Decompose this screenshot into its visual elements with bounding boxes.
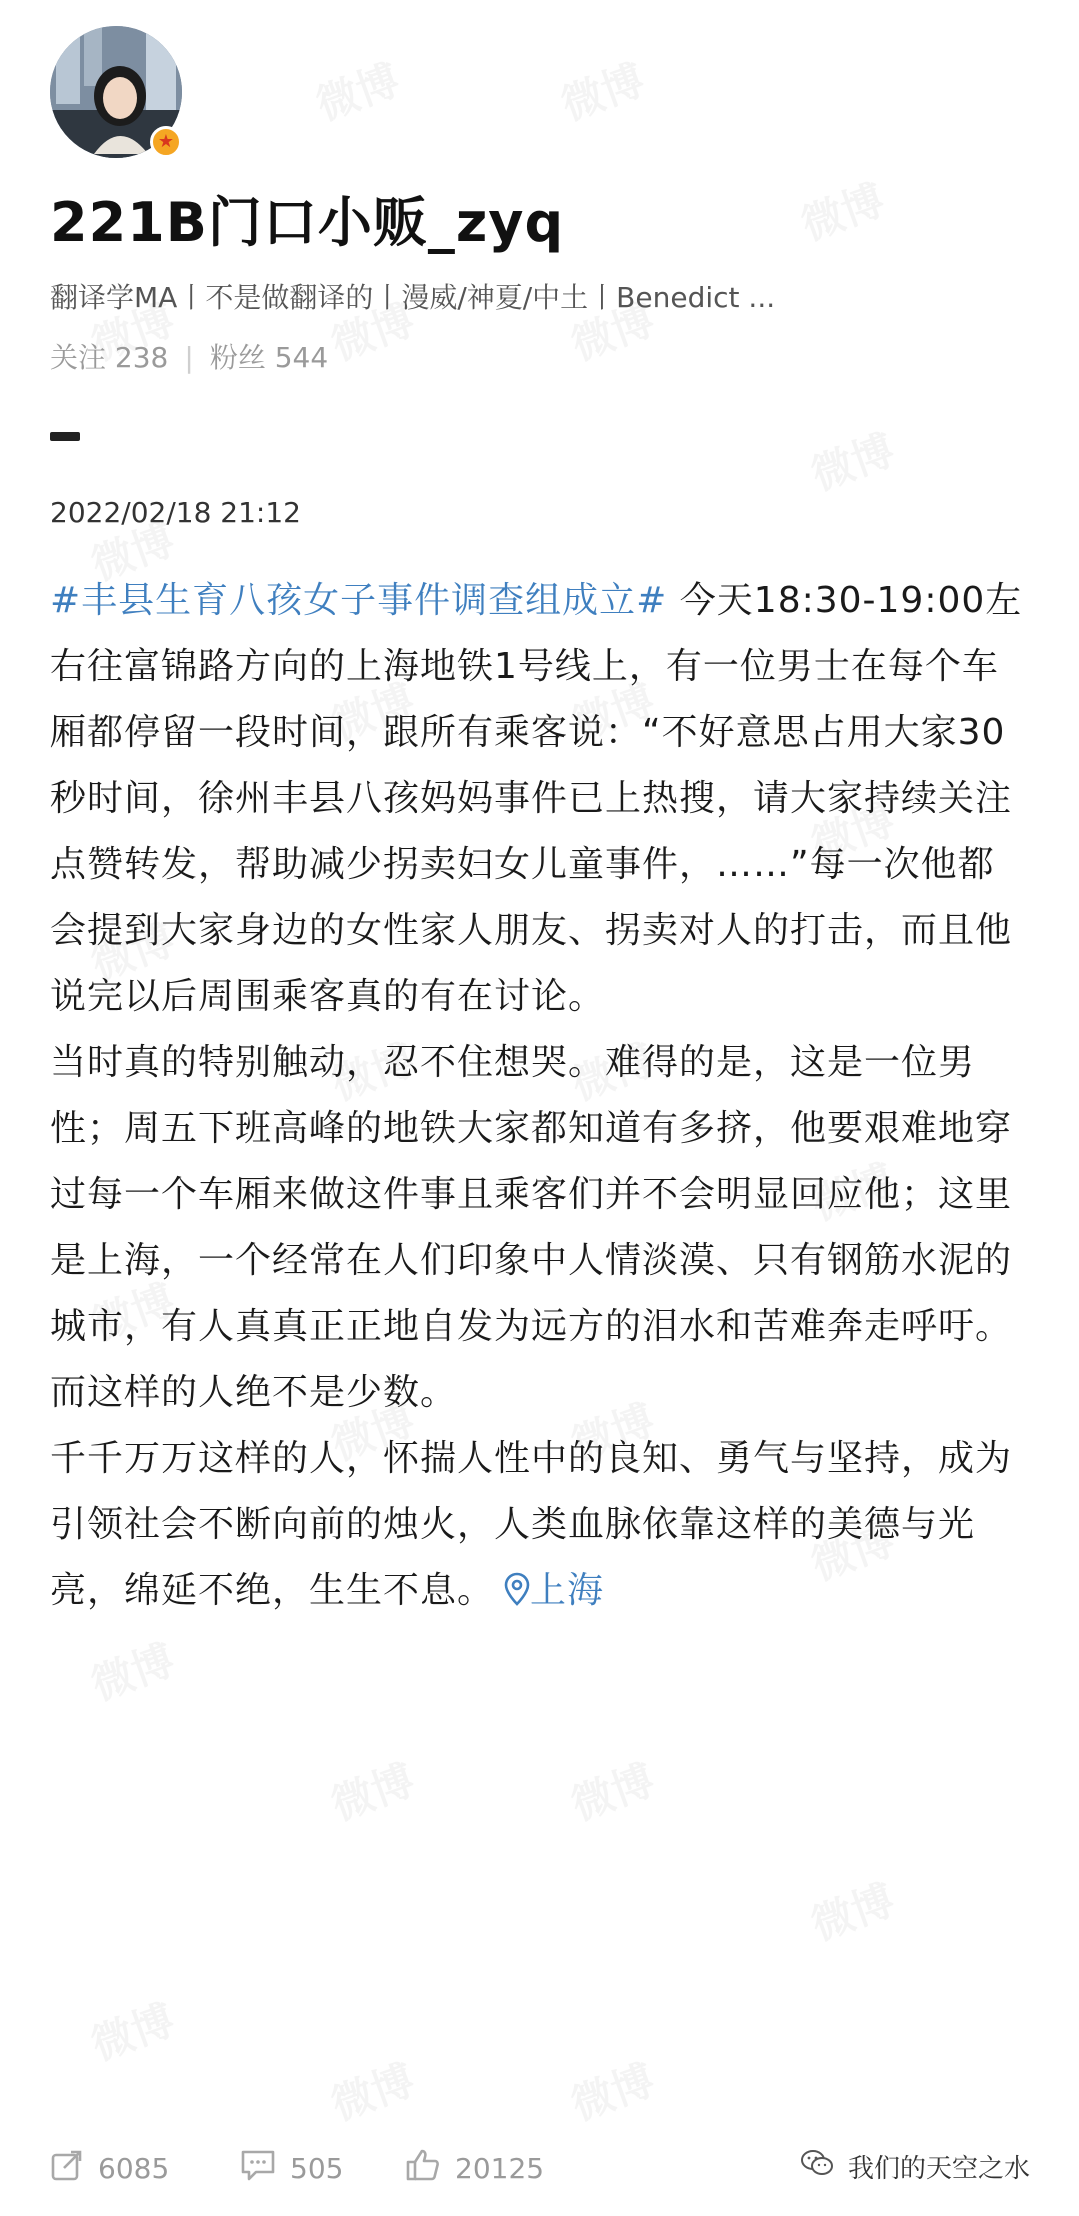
post-paragraph-text: 千千万万这样的人，怀揣人性中的良知、勇气与坚持，成为引领社会不断向前的烛火，人类血脉依靠这样的美德与光亮，绵延不绝，生生不息。 <box>50 1438 1013 1611</box>
watermark <box>307 47 406 132</box>
followers-label: 粉丝 <box>209 341 266 374</box>
watermark <box>802 417 901 502</box>
location-pin-icon <box>504 1562 530 1628</box>
post-paragraph: 当时真的特别触动，忍不住想哭。难得的是，这是一位男性；周五下班高峰的地铁大家都知道有多挤，他要艰难地穿过每一个车厢来做这件事且乘客们并不会明显回应他；这里是上海，一个经常在人们印象中人情淡漠、只有钢筋水泥的城市，有人真真正正地自发为远方的泪水和苦难奔走呼吁。而这样的人绝不是少数。 <box>50 1042 1013 1413</box>
watermark <box>322 1747 421 1832</box>
following-label: 关注 <box>50 341 107 374</box>
wechat-icon <box>800 2149 848 2184</box>
post-timestamp: 2022/02/18 21:12 <box>50 496 301 529</box>
source-name: 我们的天空之水 <box>847 2154 1030 2184</box>
watermark <box>792 167 891 252</box>
like-button[interactable] <box>405 2148 544 2189</box>
repost-button[interactable] <box>50 2148 169 2189</box>
watermark <box>82 1627 181 1712</box>
repost-icon <box>50 2148 98 2189</box>
watermark <box>562 1747 661 1832</box>
profile-bio: 翻译学MA丨不是做翻译的丨漫威/神夏/中土丨Benedict ... <box>50 281 776 314</box>
watermark <box>552 47 651 132</box>
post-paragraph-text: 今天18:30-19:00左右往富锦路方向的上海地铁1号线上，有一位男士在每个车厢都停留一段时间，跟所有乘客说：“不好意思占用大家30秒时间，徐州丰县八孩妈妈事件已上热搜，请大家持续关注点赞转发，帮助减少拐卖妇女儿童事件，……”每一次他都会提到大家身边的女性家人朋友、拐卖对人的打击，而且他说完以后周围乘客真的有在讨论。 <box>50 580 1023 1017</box>
followers-link[interactable] <box>210 341 328 374</box>
post-paragraph <box>50 568 1030 1030</box>
watermark <box>82 1987 181 2072</box>
location-link[interactable] <box>504 1570 604 1611</box>
divider-dash <box>50 432 80 441</box>
watermark <box>562 2047 661 2132</box>
post-footer <box>50 2148 1050 2192</box>
following-count: 238 <box>114 341 169 374</box>
source-account <box>800 2148 1030 2185</box>
profile-stats <box>50 336 328 376</box>
comment-button[interactable] <box>240 2148 343 2189</box>
watermark <box>802 1867 901 1952</box>
like-count: 20125 <box>455 2152 545 2185</box>
username[interactable]: 221B门口小贩_zyq <box>50 191 565 254</box>
comment-icon <box>240 2148 290 2189</box>
location-label: 上海 <box>530 1570 605 1611</box>
repost-count: 6085 <box>98 2152 170 2185</box>
post-paragraph <box>50 1426 1030 1628</box>
hashtag-link[interactable]: #丰县生育八孩女子事件调查组成立# <box>50 580 668 621</box>
comment-count: 505 <box>290 2152 344 2185</box>
following-link[interactable] <box>50 341 168 374</box>
thumbs-up-icon <box>405 2148 455 2189</box>
verified-badge-icon: ★ <box>150 126 182 158</box>
post-body <box>50 568 1030 1628</box>
watermark <box>322 2047 421 2132</box>
stats-separator: | <box>184 341 194 374</box>
followers-count: 544 <box>274 341 329 374</box>
